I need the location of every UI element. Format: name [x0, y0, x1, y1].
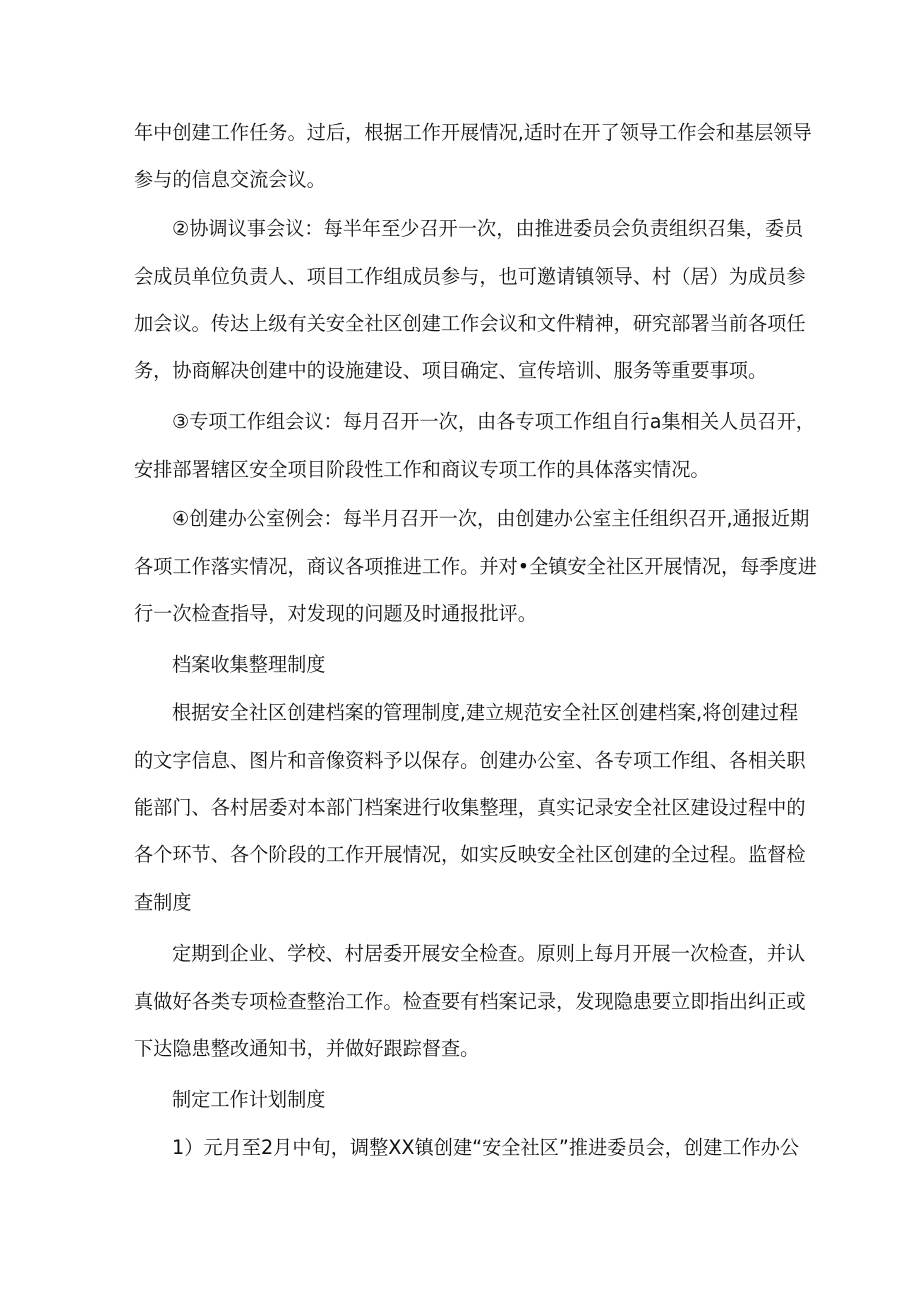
- paragraph-line: 各项工作落实情况，商议各项推进工作。并对•全镇安全社区开展情况，每季度进: [134, 555, 817, 578]
- paragraph-line: 下达隐患整改通知书，并做好跟踪督查。: [134, 1037, 480, 1060]
- paragraph-line: 定期到企业、学校、村居委开展安全检查。原则上每月开展一次检查，并认: [172, 942, 806, 965]
- paragraph-line: 年中创建工作任务。过后，根据工作开展情况,适时在开了领导工作会和基层领导: [134, 121, 812, 144]
- paragraph-line: 查制度: [134, 891, 192, 914]
- paragraph-line: 的文字信息、图片和音像资料予以保存。创建办公室、各专项工作组、各相关职: [134, 749, 806, 772]
- paragraph-line: ②协调议事会议：每半年至少召开一次，由推进委员会负责组织召集，委员: [172, 217, 804, 240]
- section-heading: 制定工作计划制度: [172, 1088, 326, 1111]
- section-heading: 档案收集整理制度: [172, 653, 326, 676]
- paragraph-line: 真做好各类专项检查整治工作。检查要有档案记录，发现隐患要立即指出纠正或: [134, 990, 806, 1013]
- paragraph-line: 加会议。传达上级有关安全社区创建工作会议和文件精神，研究部署当前各项任: [134, 312, 806, 335]
- paragraph-line: 安排部署辖区安全项目阶段性工作和商议专项工作的具体落实情况。: [134, 458, 710, 481]
- paragraph-line: 1）元月至2月中旬，调整XX镇创建“安全社区”推进委员会，创建工作办公: [172, 1136, 800, 1159]
- paragraph-line: 根据安全社区创建档案的管理制度,建立规范安全社区创建档案,将创建过程: [172, 701, 799, 724]
- paragraph-line: 参与的信息交流会议。: [134, 168, 326, 191]
- paragraph-line: 会成员单位负责人、项目工作组成员参与，也可邀请镇领导、村（居）为成员参: [134, 265, 806, 288]
- paragraph-line: ④创建办公室例会：每半月召开一次，由创建办公室主任组织召开,通报近期: [172, 507, 810, 530]
- paragraph-line: 务，协商解决创建中的设施建设、项目确定、宣传培训、服务等重要事项。: [134, 359, 768, 382]
- paragraph-line: 能部门、各村居委对本部门档案进行收集整理，真实记录安全社区建设过程中的: [134, 796, 806, 819]
- paragraph-line: 各个环节、各个阶段的工作开展情况，如实反映安全社区创建的全过程。监督检: [134, 843, 806, 866]
- paragraph-line: ③专项工作组会议：每月召开一次，由各专项工作组自行a集相关人员召开，: [172, 410, 815, 433]
- paragraph-line: 行一次检查指导，对发现的问题及时通报批评。: [134, 602, 537, 625]
